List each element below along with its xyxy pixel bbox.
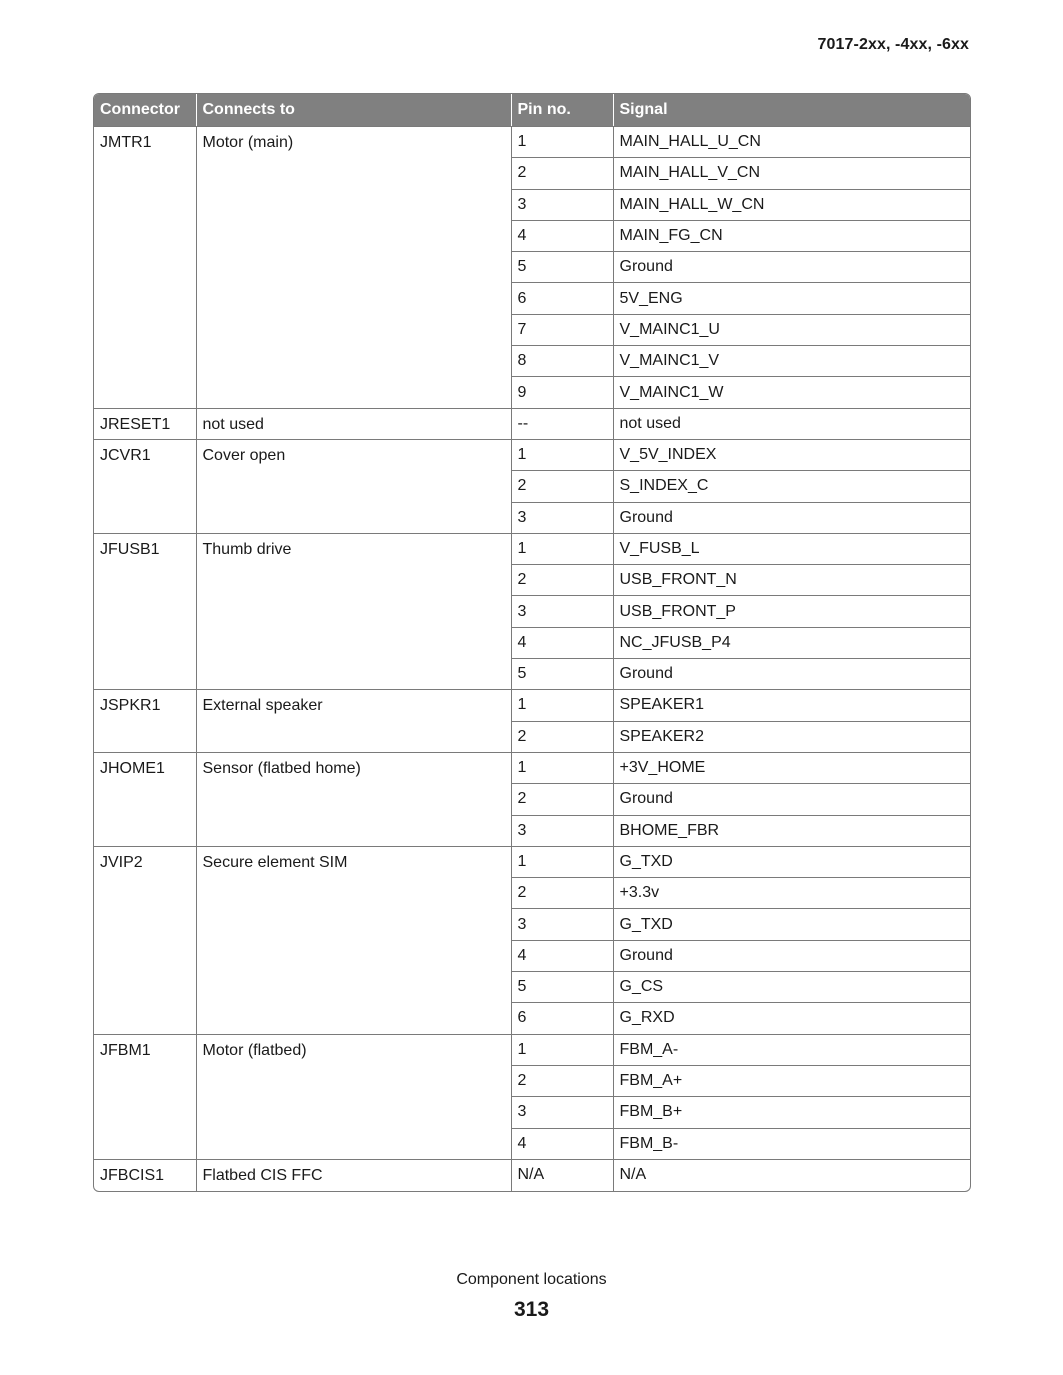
pin-number-cell: -- [511, 408, 613, 439]
table-row [94, 1034, 970, 1065]
connector-cell: JRESET1 [94, 408, 196, 439]
pin-number-cell: 2 [511, 721, 613, 752]
table-header-row [94, 94, 970, 127]
signal-cell: BHOME_FBR [613, 815, 970, 846]
pin-number-cell: 2 [511, 158, 613, 189]
pin-number-cell: 2 [511, 1065, 613, 1096]
pin-number-cell: 2 [511, 471, 613, 502]
table-row [94, 752, 970, 783]
signal-cell: V_5V_INDEX [613, 439, 970, 470]
pin-number-cell: 2 [511, 878, 613, 909]
column-header-connector: Connector [94, 94, 196, 127]
signal-cell: S_INDEX_C [613, 471, 970, 502]
footer-page-number: 313 [513, 1298, 550, 1321]
pin-number-cell: 5 [511, 252, 613, 283]
signal-cell: G_RXD [613, 1003, 970, 1034]
pin-number-cell: 1 [511, 690, 613, 721]
pin-number-cell: 3 [511, 815, 613, 846]
signal-cell: V_MAINC1_W [613, 377, 970, 408]
signal-cell: SPEAKER1 [613, 690, 970, 721]
pin-number-cell: 1 [511, 846, 613, 877]
pin-number-cell: 5 [511, 972, 613, 1003]
table-row [94, 1159, 970, 1190]
pin-number-cell: 3 [511, 1097, 613, 1128]
signal-cell: N/A [613, 1159, 970, 1190]
signal-cell: MAIN_HALL_V_CN [613, 158, 970, 189]
pin-number-cell: 1 [511, 752, 613, 783]
pin-number-cell: N/A [511, 1159, 613, 1190]
signal-cell: SPEAKER2 [613, 721, 970, 752]
connector-cell: JFUSB1 [94, 533, 196, 689]
pin-number-cell: 4 [511, 940, 613, 971]
document-model-header: 7017-2xx, -4xx, -6xx [817, 36, 969, 53]
table-row [94, 439, 970, 470]
connector-cell: JMTR1 [94, 127, 196, 409]
connector-cell: JHOME1 [94, 752, 196, 846]
signal-cell: Ground [613, 659, 970, 690]
connects-to-cell: Motor (flatbed) [196, 1034, 511, 1159]
pin-number-cell: 1 [511, 1034, 613, 1065]
signal-cell: USB_FRONT_P [613, 596, 970, 627]
pin-number-cell: 4 [511, 627, 613, 658]
pin-number-cell: 1 [511, 127, 613, 158]
table-row [94, 690, 970, 721]
pin-number-cell: 4 [511, 1128, 613, 1159]
signal-cell: FBM_A+ [613, 1065, 970, 1096]
connector-cell: JFBCIS1 [94, 1159, 196, 1190]
connector-cell: JVIP2 [94, 846, 196, 1034]
signal-cell: V_MAINC1_U [613, 314, 970, 345]
connector-pinout-table [94, 94, 970, 1191]
pin-number-cell: 3 [511, 502, 613, 533]
pin-number-cell: 3 [511, 909, 613, 940]
connector-table-container [93, 93, 971, 1192]
signal-cell: 5V_ENG [613, 283, 970, 314]
signal-cell: MAIN_HALL_W_CN [613, 189, 970, 220]
signal-cell: Ground [613, 940, 970, 971]
connects-to-cell: External speaker [196, 690, 511, 753]
connects-to-cell: Sensor (flatbed home) [196, 752, 511, 846]
signal-cell: MAIN_FG_CN [613, 220, 970, 251]
footer-section-title: Component locations [456, 1271, 607, 1288]
signal-cell: NC_JFUSB_P4 [613, 627, 970, 658]
connector-cell: JSPKR1 [94, 690, 196, 753]
pin-number-cell: 8 [511, 346, 613, 377]
signal-cell: FBM_B- [613, 1128, 970, 1159]
table-row [94, 408, 970, 439]
connects-to-cell: not used [196, 408, 511, 439]
column-header-signal: Signal [613, 94, 970, 127]
signal-cell: USB_FRONT_N [613, 565, 970, 596]
pin-number-cell: 1 [511, 439, 613, 470]
signal-cell: Ground [613, 502, 970, 533]
table-body [94, 127, 970, 1191]
signal-cell: +3V_HOME [613, 752, 970, 783]
pin-number-cell: 3 [511, 596, 613, 627]
signal-cell: G_TXD [613, 909, 970, 940]
connects-to-cell: Motor (main) [196, 127, 511, 409]
signal-cell: +3.3v [613, 878, 970, 909]
table-header [94, 94, 970, 127]
pin-number-cell: 1 [511, 533, 613, 564]
column-header-pin-no: Pin no. [511, 94, 613, 127]
table-row [94, 127, 970, 158]
pin-number-cell: 5 [511, 659, 613, 690]
connector-cell: JCVR1 [94, 439, 196, 533]
pin-number-cell: 3 [511, 189, 613, 220]
signal-cell: V_MAINC1_V [613, 346, 970, 377]
signal-cell: MAIN_HALL_U_CN [613, 127, 970, 158]
signal-cell: FBM_A- [613, 1034, 970, 1065]
pin-number-cell: 6 [511, 283, 613, 314]
pin-number-cell: 2 [511, 784, 613, 815]
signal-cell: Ground [613, 252, 970, 283]
connects-to-cell: Flatbed CIS FFC [196, 1159, 511, 1190]
column-header-connects-to: Connects to [196, 94, 511, 127]
pin-number-cell: 2 [511, 565, 613, 596]
signal-cell: not used [613, 408, 970, 439]
pin-number-cell: 9 [511, 377, 613, 408]
connects-to-cell: Cover open [196, 439, 511, 533]
signal-cell: G_TXD [613, 846, 970, 877]
pin-number-cell: 6 [511, 1003, 613, 1034]
signal-cell: Ground [613, 784, 970, 815]
pin-number-cell: 4 [511, 220, 613, 251]
signal-cell: FBM_B+ [613, 1097, 970, 1128]
signal-cell: V_FUSB_L [613, 533, 970, 564]
connector-cell: JFBM1 [94, 1034, 196, 1159]
table-row [94, 533, 970, 564]
pin-number-cell: 7 [511, 314, 613, 345]
connects-to-cell: Thumb drive [196, 533, 511, 689]
table-row [94, 846, 970, 877]
connects-to-cell: Secure element SIM [196, 846, 511, 1034]
signal-cell: G_CS [613, 972, 970, 1003]
